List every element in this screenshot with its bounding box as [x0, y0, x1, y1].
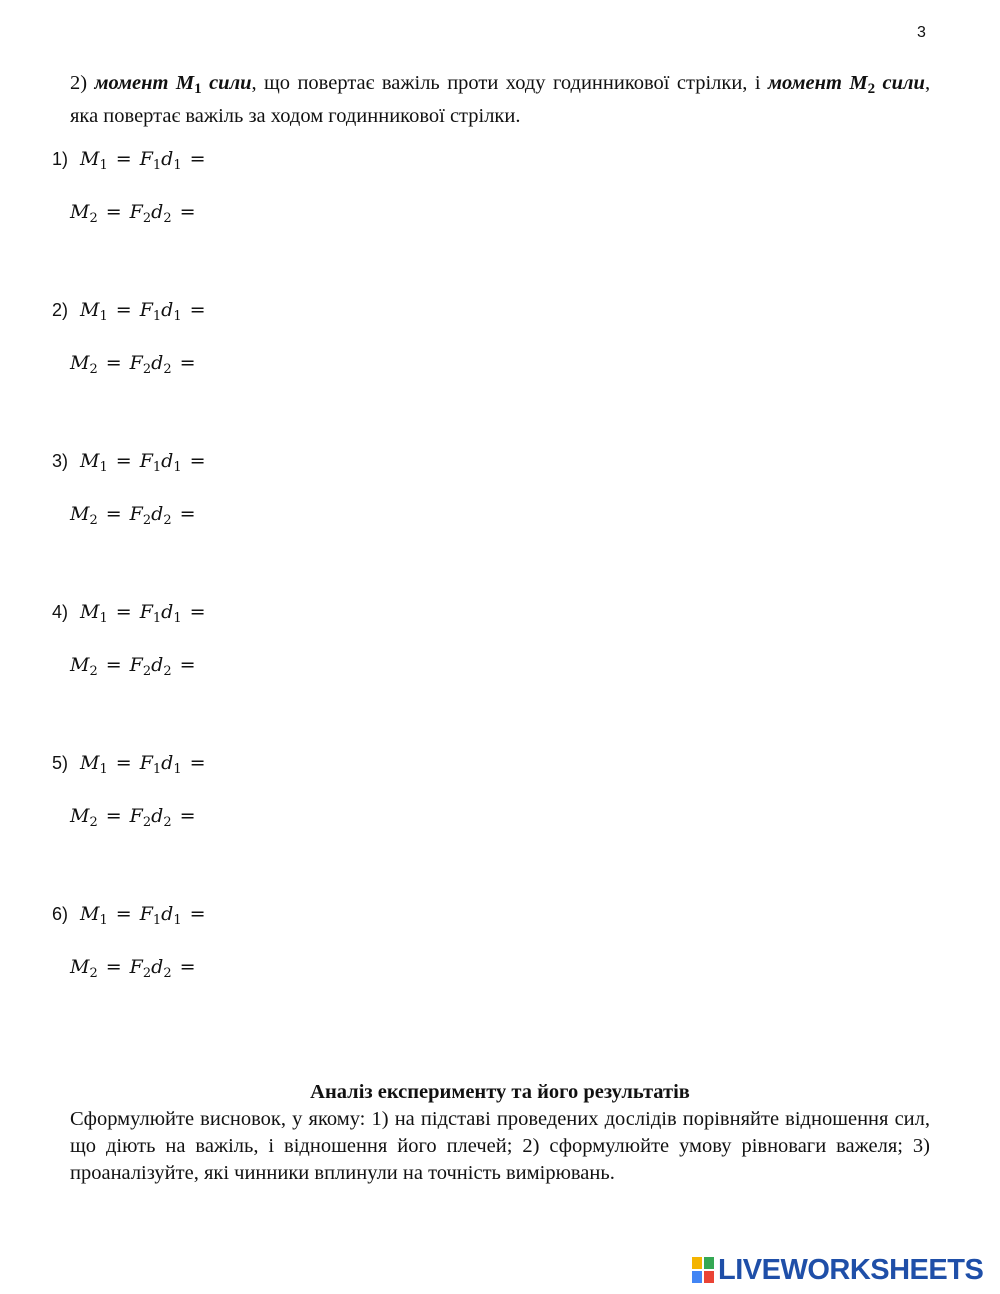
sub-1: 1: [152, 913, 162, 928]
var-d: d: [151, 352, 164, 374]
sub-2: 2: [142, 513, 152, 528]
var-d: d: [151, 805, 164, 827]
equals-sign: =: [179, 201, 196, 223]
var-F: F: [139, 450, 153, 472]
formula-m1: [52, 601, 214, 626]
var-d: d: [151, 654, 164, 676]
var-F: F: [129, 805, 143, 827]
equals-sign: =: [189, 450, 206, 472]
formula-number: 2): [52, 300, 69, 320]
formula-block: [0, 299, 600, 409]
equals-sign: =: [189, 148, 206, 170]
var-F: F: [139, 903, 153, 925]
sub-2: 2: [142, 211, 152, 226]
sub-1: 1: [99, 762, 108, 777]
formula-m2: [70, 654, 204, 679]
var-M: M: [70, 201, 90, 223]
sub-1: 1: [173, 913, 182, 928]
sub-1: 1: [173, 309, 182, 324]
analysis-text: Сформулюйте висновок, у якому: 1) на підставі проведених дослідів порівняйте відношення сил, що діють на важіль, і відношення його плечей; 2) сформулюйте умову рівноваги важеля; 3) проаналізуйте, які чинники вплинули на точність вимірювань.: [70, 1108, 930, 1184]
formula-block: [0, 752, 600, 862]
logo-text: LIVEWORKSHEETS: [718, 1253, 984, 1286]
equals-sign: =: [105, 805, 122, 827]
var-d: d: [151, 503, 164, 525]
equals-sign: =: [115, 299, 132, 321]
sub-1: 1: [152, 309, 162, 324]
sub-2: 2: [89, 362, 98, 377]
sub-2: 2: [89, 966, 98, 981]
sub-2: 2: [163, 211, 172, 226]
formula-number: 5): [52, 753, 69, 773]
equals-sign: =: [115, 752, 132, 774]
sub-2: 2: [163, 664, 172, 679]
intro-prefix: 2): [70, 72, 95, 94]
var-d: d: [151, 201, 164, 223]
var-M: M: [80, 903, 100, 925]
var-d: d: [151, 956, 164, 978]
liveworksheets-logo[interactable]: [692, 1253, 983, 1287]
var-d: d: [161, 752, 174, 774]
moment-m2-term: [767, 72, 925, 97]
var-F: F: [129, 352, 143, 374]
sub-2: 2: [163, 362, 172, 377]
equals-sign: =: [179, 503, 196, 525]
sub-1: 1: [173, 762, 182, 777]
equals-sign: =: [189, 601, 206, 623]
var-F: F: [139, 148, 153, 170]
liveworksheets-logo-icon: [692, 1257, 714, 1283]
formula-m2: [70, 503, 204, 528]
page-number: 3: [917, 24, 926, 41]
equals-sign: =: [105, 503, 122, 525]
var-d: d: [161, 299, 174, 321]
sub-1: 1: [99, 158, 108, 173]
formula-m2: [70, 956, 204, 981]
m2-subscript: 2: [867, 81, 876, 97]
formula-m2: [70, 805, 204, 830]
equals-sign: =: [179, 805, 196, 827]
equals-sign: =: [189, 903, 206, 925]
var-F: F: [139, 299, 153, 321]
var-d: d: [161, 903, 174, 925]
sub-1: 1: [99, 460, 108, 475]
formula-number: 4): [52, 602, 69, 622]
force-word: сили: [209, 72, 252, 94]
sub-2: 2: [142, 966, 152, 981]
sub-2: 2: [142, 664, 152, 679]
formula-m1: [52, 903, 214, 928]
sub-2: 2: [89, 211, 98, 226]
m1-symbol: M: [175, 72, 195, 94]
analysis-title: Аналіз експерименту та його результатів: [310, 1081, 690, 1103]
equals-sign: =: [179, 352, 196, 374]
sub-1: 1: [152, 460, 162, 475]
equals-sign: =: [115, 601, 132, 623]
formula-number: 3): [52, 451, 69, 471]
formula-number: 6): [52, 904, 69, 924]
sub-2: 2: [163, 513, 172, 528]
formula-m1: [52, 450, 214, 475]
sub-1: 1: [99, 309, 108, 324]
intro-text-1: , що повертає важіль проти ходу годинникової стрілки, і: [251, 72, 768, 94]
var-M: M: [80, 752, 100, 774]
var-M: M: [80, 148, 100, 170]
sub-1: 1: [173, 611, 182, 626]
var-F: F: [129, 201, 143, 223]
var-M: M: [80, 299, 100, 321]
formula-number: 1): [52, 149, 69, 169]
formula-block: [0, 601, 600, 711]
equals-sign: =: [105, 201, 122, 223]
sub-2: 2: [89, 513, 98, 528]
sub-2: 2: [163, 966, 172, 981]
equals-sign: =: [115, 450, 132, 472]
formula-block: [0, 148, 600, 258]
formula-m2: [70, 201, 204, 226]
moment-word: момент: [94, 72, 169, 94]
var-d: d: [161, 148, 174, 170]
sub-1: 1: [152, 158, 162, 173]
sub-2: 2: [89, 815, 98, 830]
formula-m2: [70, 352, 204, 377]
var-F: F: [139, 601, 153, 623]
sub-1: 1: [152, 611, 162, 626]
var-F: F: [129, 654, 143, 676]
sub-2: 2: [142, 362, 152, 377]
formula-m1: [52, 148, 214, 173]
equals-sign: =: [105, 352, 122, 374]
var-M: M: [80, 601, 100, 623]
intro-paragraph: [70, 70, 930, 130]
equals-sign: =: [179, 654, 196, 676]
equals-sign: =: [115, 148, 132, 170]
var-M: M: [70, 503, 90, 525]
sub-1: 1: [152, 762, 162, 777]
moment-word: момент: [767, 72, 842, 94]
sub-1: 1: [173, 158, 182, 173]
formula-block: [0, 450, 600, 560]
var-M: M: [70, 956, 90, 978]
moment-m1-term: [94, 72, 252, 97]
sub-2: 2: [163, 815, 172, 830]
var-M: M: [80, 450, 100, 472]
var-M: M: [70, 352, 90, 374]
sub-2: 2: [89, 664, 98, 679]
var-F: F: [129, 956, 143, 978]
equals-sign: =: [105, 956, 122, 978]
var-M: M: [70, 654, 90, 676]
var-F: F: [129, 503, 143, 525]
var-d: d: [161, 601, 174, 623]
formula-m1: [52, 752, 214, 777]
var-d: d: [161, 450, 174, 472]
var-M: M: [70, 805, 90, 827]
equals-sign: =: [189, 752, 206, 774]
intro-text-2: , яка повертає важіль за ходом годинникової стрілки.: [70, 72, 931, 127]
force-word: сили: [882, 72, 925, 94]
equals-sign: =: [179, 956, 196, 978]
sub-1: 1: [99, 913, 108, 928]
equals-sign: =: [189, 299, 206, 321]
equals-sign: =: [115, 903, 132, 925]
sub-1: 1: [99, 611, 108, 626]
m2-symbol: M: [849, 72, 868, 94]
formula-block: [0, 903, 600, 1013]
equals-sign: =: [105, 654, 122, 676]
sub-2: 2: [142, 815, 152, 830]
sub-1: 1: [173, 460, 182, 475]
var-F: F: [139, 752, 153, 774]
formula-m1: [52, 299, 214, 324]
m1-subscript: 1: [194, 81, 202, 97]
